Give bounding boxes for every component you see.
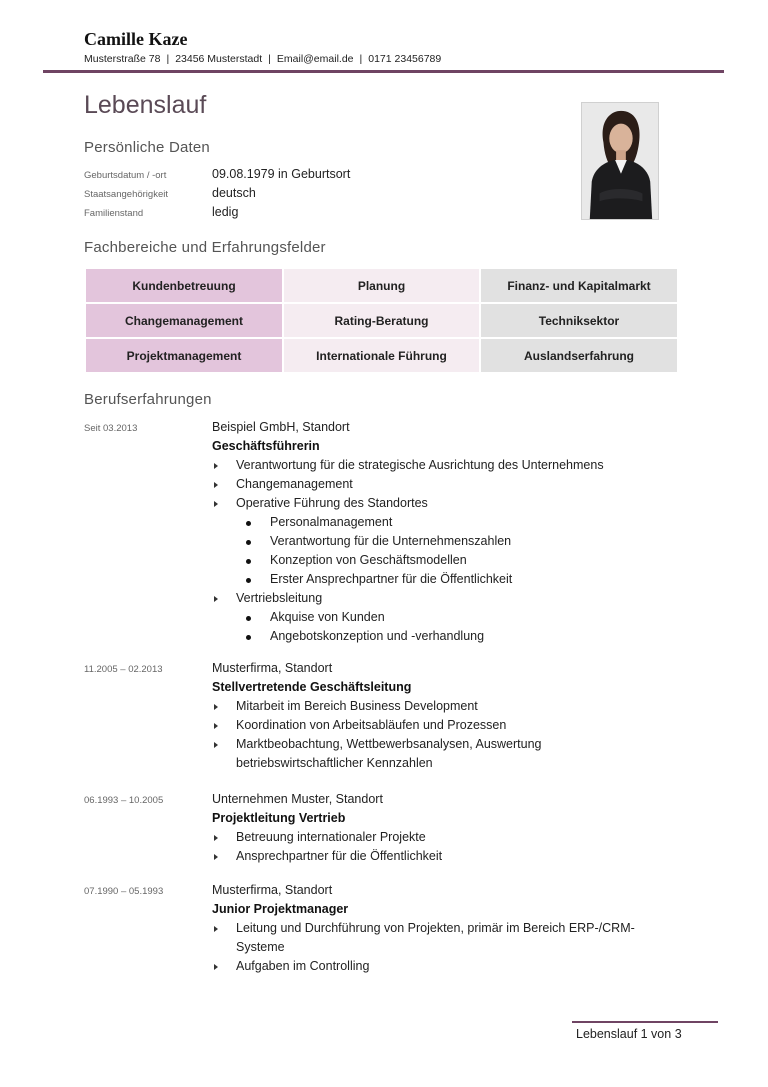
contact-line: [84, 53, 441, 65]
skill-cell: Projektmanagement: [86, 339, 282, 372]
personal-row-nationality: [84, 186, 484, 204]
job-task-continuation: betriebswirtschaftlicher Kennzahlen: [236, 756, 433, 770]
skill-cell: Finanz- und Kapitalmarkt: [481, 269, 677, 302]
job-task: Ansprechpartner für die Öffentlichkeit: [236, 849, 443, 863]
footer-divider: [572, 1021, 718, 1023]
document-title: Lebenslauf: [84, 91, 207, 119]
job-title: Stellvertretende Geschäftsleitung: [212, 680, 412, 694]
job-subtask: Angebotskonzeption und -verhandlung: [270, 629, 485, 643]
triangle-bullet-icon: [214, 835, 218, 841]
triangle-bullet-icon: [214, 926, 218, 932]
job-date: 11.2005 – 02.2013: [84, 664, 163, 675]
skill-cell: Auslandserfahrung: [481, 339, 677, 372]
triangle-bullet-icon: [214, 501, 218, 507]
skill-cell: Rating-Beratung: [284, 304, 479, 337]
contact-separator: |: [166, 53, 170, 65]
job-company: Musterfirma, Standort: [212, 883, 333, 897]
skill-cell: Techniksektor: [481, 304, 677, 337]
contact-separator: |: [268, 53, 271, 65]
job-company: Musterfirma, Standort: [212, 661, 333, 675]
personal-label: Familienstand: [84, 208, 144, 219]
dot-bullet-icon: [246, 540, 251, 545]
personal-value: 09.08.1979 in Geburtsort: [212, 167, 351, 181]
personal-row-marital: [84, 205, 484, 223]
dot-bullet-icon: [246, 521, 251, 526]
job-task: Changemanagement: [236, 477, 353, 491]
skills-grid: [86, 269, 677, 373]
job-title: Geschäftsführerin: [212, 439, 320, 453]
header-divider: [43, 70, 724, 73]
job-task-continuation: Systeme: [236, 940, 285, 954]
job-date: 07.1990 – 05.1993: [84, 886, 164, 897]
portrait-image: [582, 103, 658, 219]
triangle-bullet-icon: [214, 482, 218, 488]
personal-row-birth: [84, 167, 484, 185]
contact-email: Email@email.de: [276, 53, 354, 65]
job-task: Koordination von Arbeitsabläufen und Prozessen: [236, 718, 507, 732]
skills-heading: Fachbereiche und Erfahrungsfelder: [84, 239, 326, 256]
personal-data-heading: Persönliche Daten: [84, 139, 210, 156]
applicant-name: Camille Kaze: [84, 29, 188, 49]
skill-cell: Kundenbetreuung: [86, 269, 282, 302]
triangle-bullet-icon: [214, 596, 218, 602]
job-task: Operative Führung des Standortes: [236, 496, 428, 510]
dot-bullet-icon: [246, 635, 251, 640]
job-subtask: Konzeption von Geschäftsmodellen: [270, 553, 467, 567]
skill-cell: Internationale Führung: [284, 339, 479, 372]
triangle-bullet-icon: [214, 704, 218, 710]
personal-value: deutsch: [212, 186, 256, 200]
contact-street: Musterstraße 78: [84, 53, 161, 65]
job-subtask: Verantwortung für die Unternehmenszahlen: [270, 534, 512, 548]
job-company: Unternehmen Muster, Standort: [212, 792, 383, 806]
personal-label: Staatsangehörigkeit: [84, 189, 168, 200]
job-date: Seit 03.2013: [84, 423, 138, 434]
triangle-bullet-icon: [214, 742, 218, 748]
job-task: Aufgaben im Controlling: [236, 959, 370, 973]
job-task: Vertriebsleitung: [236, 591, 323, 605]
triangle-bullet-icon: [214, 723, 218, 729]
personal-value: ledig: [212, 205, 239, 219]
contact-city: 23456 Musterstadt: [175, 53, 263, 65]
job-subtask: Akquise von Kunden: [270, 610, 385, 624]
triangle-bullet-icon: [214, 964, 218, 970]
personal-label: Geburtsdatum / -ort: [84, 170, 167, 181]
job-company: Beispiel GmbH, Standort: [212, 420, 350, 434]
dot-bullet-icon: [246, 616, 251, 621]
skill-cell: Planung: [284, 269, 479, 302]
contact-phone: 0171 23456789: [368, 53, 442, 65]
job-subtask: Erster Ansprechpartner für die Öffentlichkeit: [270, 572, 513, 586]
job-task: Mitarbeit im Bereich Business Development: [236, 699, 478, 713]
triangle-bullet-icon: [214, 854, 218, 860]
contact-separator: |: [359, 53, 363, 65]
job-task: Verantwortung für die strategische Ausrichtung des Unternehmens: [236, 458, 604, 472]
page-number: Lebenslauf 1 von 3: [576, 1027, 682, 1041]
dot-bullet-icon: [246, 578, 251, 583]
job-title: Projektleitung Vertrieb: [212, 811, 346, 825]
job-subtask: Personalmanagement: [270, 515, 393, 529]
job-date: 06.1993 – 10.2005: [84, 795, 164, 806]
profile-photo: [581, 102, 659, 220]
experience-heading: Berufserfahrungen: [84, 391, 212, 408]
dot-bullet-icon: [246, 559, 251, 564]
job-task: Marktbeobachtung, Wettbewerbsanalysen, Auswertung: [236, 737, 542, 751]
triangle-bullet-icon: [214, 463, 218, 469]
job-title: Junior Projektmanager: [212, 902, 349, 916]
job-task: Betreuung internationaler Projekte: [236, 830, 426, 844]
skill-cell: Changemanagement: [86, 304, 282, 337]
job-task: Leitung und Durchführung von Projekten, primär im Bereich ERP-/CRM-: [236, 921, 635, 935]
